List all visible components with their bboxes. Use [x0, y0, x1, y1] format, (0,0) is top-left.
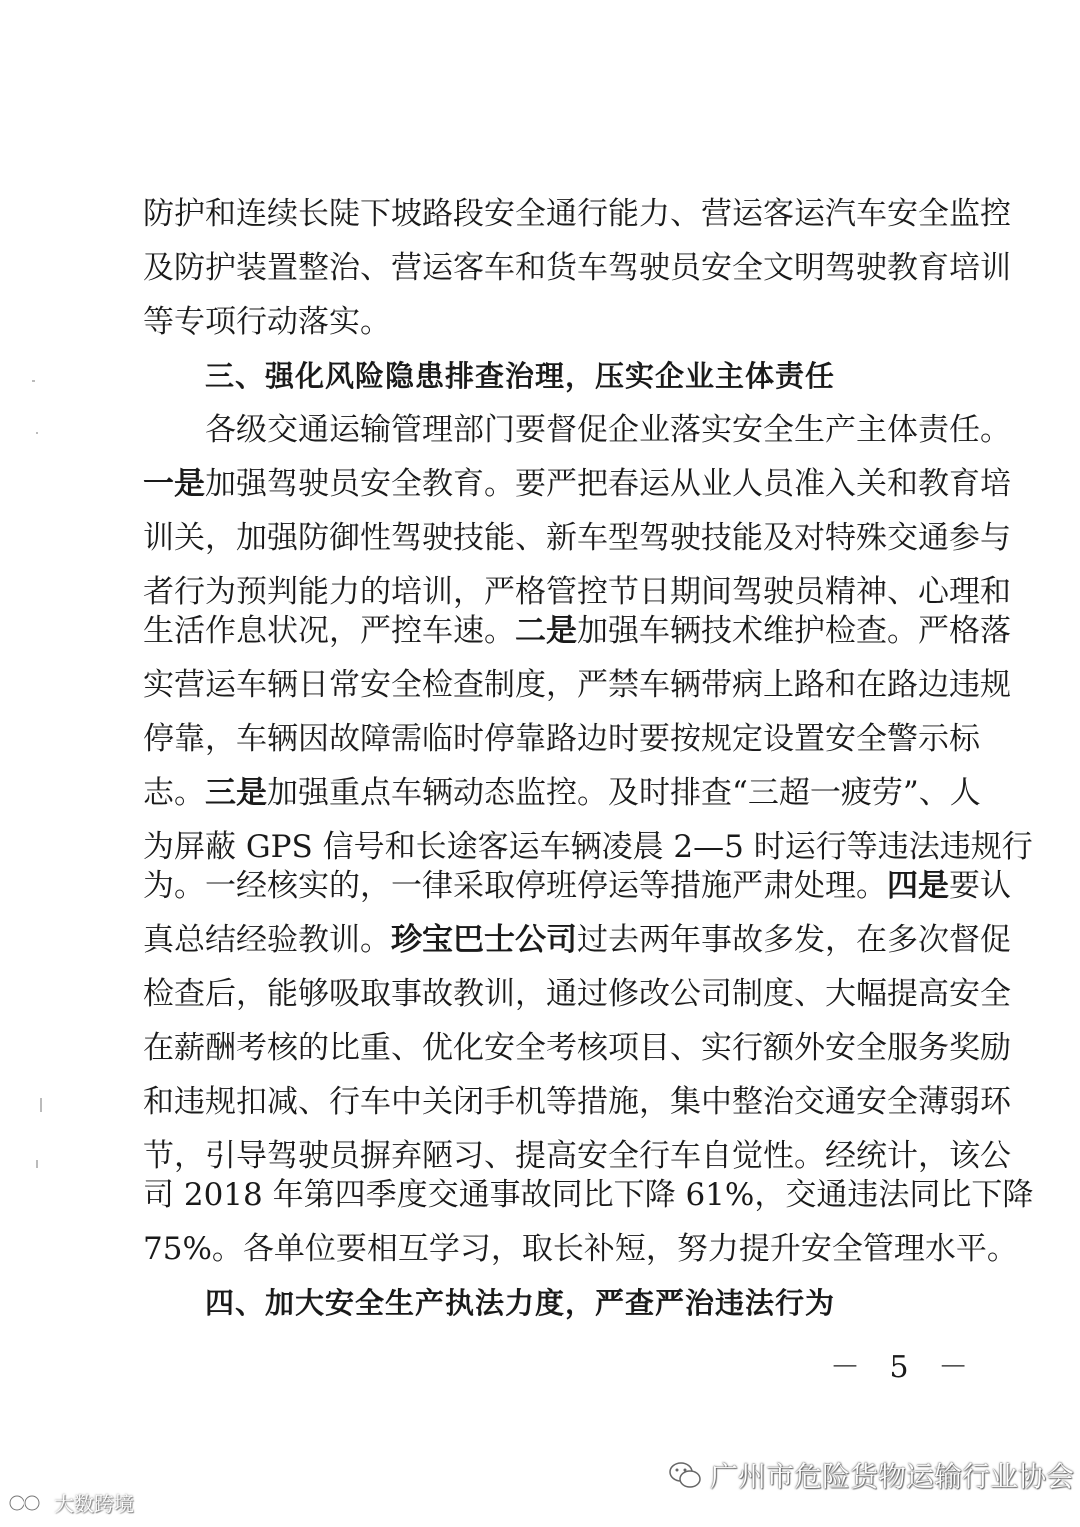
body-text: 加强车辆技术维护检查。严格落	[577, 613, 1011, 649]
watermark-brand-name: 大数跨境	[54, 1492, 134, 1516]
section-heading: 三、强化风险隐患排查治理，压实企业主体责任	[205, 359, 836, 393]
watermark-account	[668, 1455, 1074, 1495]
emphasis-text: 珍宝巴士公司	[391, 922, 577, 958]
body-line: 防护和连续长陡下坡路段安全通行能力、营运客运汽车安全监控	[143, 196, 1011, 232]
body-text: 真总结经验教训。	[143, 922, 391, 958]
watermark-brand	[8, 1488, 134, 1517]
body-line	[143, 459, 1011, 509]
body-line: 司 2018 年第四季度交通事故同比下降 61%，交通违法同比下降	[143, 1177, 1034, 1213]
body-line: 节，引导驾驶员摒弃陋习、提高安全行车自觉性。经统计，该公	[143, 1138, 1011, 1174]
emphasis-text: 二是	[515, 613, 577, 649]
page-number: － 5 －	[830, 1350, 979, 1385]
body-line: 75%。各单位要相互学习，取长补短，努力提升安全管理水平。	[143, 1231, 1018, 1267]
body-text: 要认	[949, 868, 1011, 904]
body-line: 训关，加强防御性驾驶技能、新车型驾驶技能及对特殊交通参与	[143, 520, 1011, 556]
emphasis-text: 三是	[205, 775, 267, 811]
brand-logo-icon	[8, 1492, 50, 1514]
body-line: 在薪酬考核的比重、优化安全考核项目、实行额外安全服务奖励	[143, 1030, 1011, 1066]
section-heading: 四、加大安全生产执法力度，严查严治违法行为	[205, 1286, 836, 1320]
body-line: 及防护装置整治、营运客车和货车驾驶员安全文明驾驶教育培训	[143, 250, 1011, 286]
body-line: 者行为预判能力的培训，严格管控节日期间驾驶员精神、心理和	[143, 574, 1011, 610]
body-text: 加强驾驶员安全教育。要严把春运从业人员准入关和教育培	[205, 466, 1011, 502]
body-line: 为屏蔽 GPS 信号和长途客运车辆凌晨 2—5 时运行等违法违规行	[143, 829, 1033, 865]
body-text: 加强重点车辆动态监控。及时排查“三超一疲劳”、人	[267, 775, 981, 811]
body-line: 停靠，车辆因故障需临时停靠路边时要按规定设置安全警示标	[143, 721, 980, 757]
scan-speck	[40, 1098, 42, 1112]
body-text: 过去两年事故多发，在多次督促	[577, 922, 1011, 958]
body-line: 和违规扣减、行车中关闭手机等措施，集中整治交通安全薄弱环	[143, 1084, 1011, 1120]
body-line: 检查后，能够吸取事故教训，通过修改公司制度、大幅提高安全	[143, 976, 1011, 1012]
scan-speck	[36, 1160, 38, 1168]
body-line: 等专项行动落实。	[143, 304, 391, 340]
body-line: 各级交通运输管理部门要督促企业落实安全生产主体责任。	[205, 412, 1011, 448]
body-text: 生活作息状况，严控车速。	[143, 613, 515, 649]
body-line	[143, 606, 1011, 656]
body-line	[143, 768, 981, 818]
scan-speck	[32, 380, 35, 382]
body-text: 为。一经核实的，一律采取停班停运等措施严肃处理。	[143, 868, 887, 904]
body-line: 实营运车辆日常安全检查制度，严禁车辆带病上路和在路边违规	[143, 667, 1011, 703]
scan-speck	[36, 432, 38, 434]
emphasis-text: 一是	[143, 466, 205, 502]
wechat-icon	[668, 1460, 702, 1490]
body-line	[143, 915, 1011, 965]
body-text: 志。	[143, 775, 205, 811]
body-line	[143, 861, 1011, 911]
emphasis-text: 四是	[887, 868, 949, 904]
watermark-account-name: 广州市危险货物运输行业协会	[710, 1460, 1075, 1493]
